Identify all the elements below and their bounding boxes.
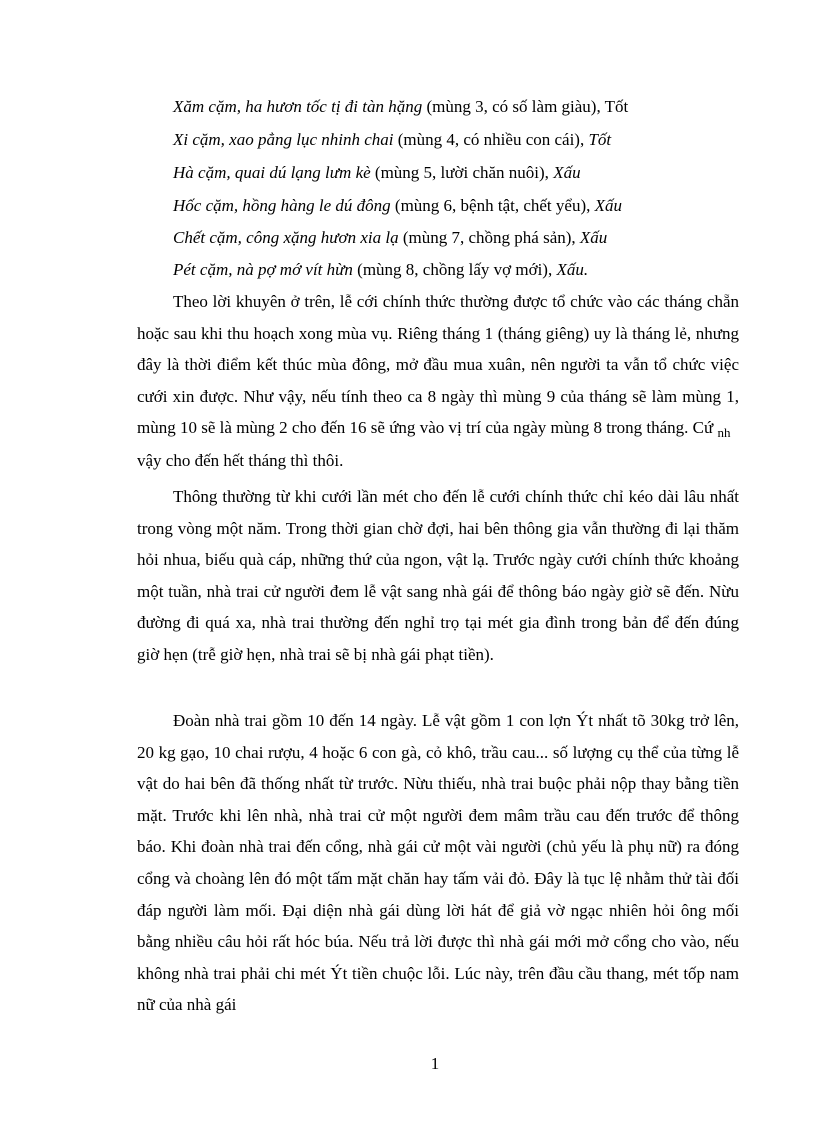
- page-number: 1: [430, 1054, 440, 1073]
- verse-line-3: [173, 162, 581, 184]
- verse-1-text: Xăm cặm, ha hươn tốc tị đi tàn hặng: [173, 97, 423, 116]
- paragraph-1-text: Theo lời khuyên ở trên, lễ cới chính thức thường được tổ chức vào các tháng chẵn hoặc sau khi thu hoạch xong mùa vụ. Riêng tháng 1 (tháng giêng) uy là tháng lẻ, nhưng đây là thời điểm kết thúc mùa đông, mở đầu mua xuân, nên người ta vẫn tổ chức việc cưới xin được. Như vậy, nếu tính theo ca 8 ngày thì mùng 9 của tháng sẽ làm mùng 1, mùng 10 sẽ là mùng 2 cho đến 16 sẽ ứng vào vị trí của ngày mùng 8 trong tháng. Cứ: [137, 292, 739, 438]
- paragraph-3: [137, 705, 739, 1021]
- verse-1-verdict: Tốt: [604, 97, 629, 116]
- verse-3-text: Hà cặm, quai dú lạng lưm kè: [173, 163, 371, 182]
- verse-line-6: [173, 259, 588, 281]
- verse-2-note: (mùng 4, có nhiều con cái),: [393, 130, 589, 149]
- paragraph-1: [137, 286, 739, 477]
- verse-3-verdict: Xấu: [553, 163, 581, 182]
- verse-1-note: (mùng 3, có số làm giàu),: [422, 97, 605, 116]
- verse-line-4: [173, 195, 622, 217]
- verse-5-note: (mùng 7, chồng phá sản),: [398, 228, 580, 247]
- verse-6-verdict: Xấu.: [556, 260, 589, 279]
- verse-line-2: [173, 129, 611, 151]
- verse-2-text: Xi cặm, xao pẳng lục nhinh chai: [173, 130, 394, 149]
- verse-5-verdict: Xấu: [579, 228, 608, 247]
- verse-line-1: [173, 96, 628, 118]
- verse-4-verdict: Xấu: [594, 196, 623, 215]
- verse-3-note: (mùng 5, lười chăn nuôi),: [370, 163, 554, 182]
- verse-6-note: (mùng 8, chồng lấy vợ mới),: [352, 260, 557, 279]
- verse-line-5: [173, 227, 607, 249]
- paragraph-2: [137, 481, 739, 671]
- paragraph-3-text: Đoàn nhà trai gồm 10 đến 14 ngày. Lễ vật gồm 1 con lợn Ýt nhất tõ 30kg trở lên, 20 kg gạo, 10 chai rượu, 4 hoặc 6 con gà, cỏ khô, trầu cau... số lượng cụ thể của từng lễ vật do hai bên đã thống nhất từ trước. Nừu thiếu, nhà trai buộc phải nộp thay bằng tiền mặt. Trước khi lên nhà, nhà trai cử một người đem mâm trầu cau đến trước để thông báo. Khi đoàn nhà trai đến cổng, nhà gái cử một vài người (chủ yếu là phụ nữ) ra đóng cổng và choàng lên đó một tấm mặt chăn hay tấm vải đỏ. Đây là tục lệ nhằm thử tài đối đáp người làm mối. Đại diện nhà gái dùng lời hát để giả vờ ngạc nhiên hỏi ông mối bằng nhiều câu hỏi rất hóc búa. Nếu trả lời được thì nhà gái mới mở cổng cho vào, nếu không nhà trai phải chi mét Ýt tiền chuộc lỗi. Lúc này, trên đầu cầu thang, mét tốp nam nữ của nhà gái: [137, 711, 739, 1015]
- verse-6-text: Pét cặm, nà pợ mớ vít hừn: [173, 260, 353, 279]
- paragraph-2-text: Thông thường từ khi cưới lần mét cho đến lễ cưới chính thức chỉ kéo dài lâu nhất trong vòng một năm. Trong thời gian chờ đợi, hai bên thông gia vẫn thường đi lại thăm hỏi nhua, biếu quà cáp, những thứ của ngon, vật lạ. Trước ngày cưới chính thức khoảng một tuần, nhà trai cử người đem lễ vật sang nhà gái để thông báo ngày giờ sẽ đến. Nừu đường đi quá xa, nhà trai thường đến nghỉ trọ tại mét gia đình trong bản để đến đúng giờ hẹn (trễ giờ hẹn, nhà trai sẽ bị nhà gái phạt tiền).: [137, 487, 739, 664]
- verse-5-text: Chết cặm, công xặng hươn xia lạ: [173, 228, 399, 247]
- paragraph-1-end: vậy cho đến hết tháng thì thôi.: [137, 450, 344, 470]
- verse-2-verdict: Tốt: [588, 130, 612, 149]
- verse-4-note: (mùng 6, bệnh tật, chết yểu),: [390, 196, 595, 215]
- verse-4-text: Hốc cặm, hồng hàng le dú đông: [173, 196, 391, 215]
- paragraph-1-subscript: nh: [717, 425, 731, 441]
